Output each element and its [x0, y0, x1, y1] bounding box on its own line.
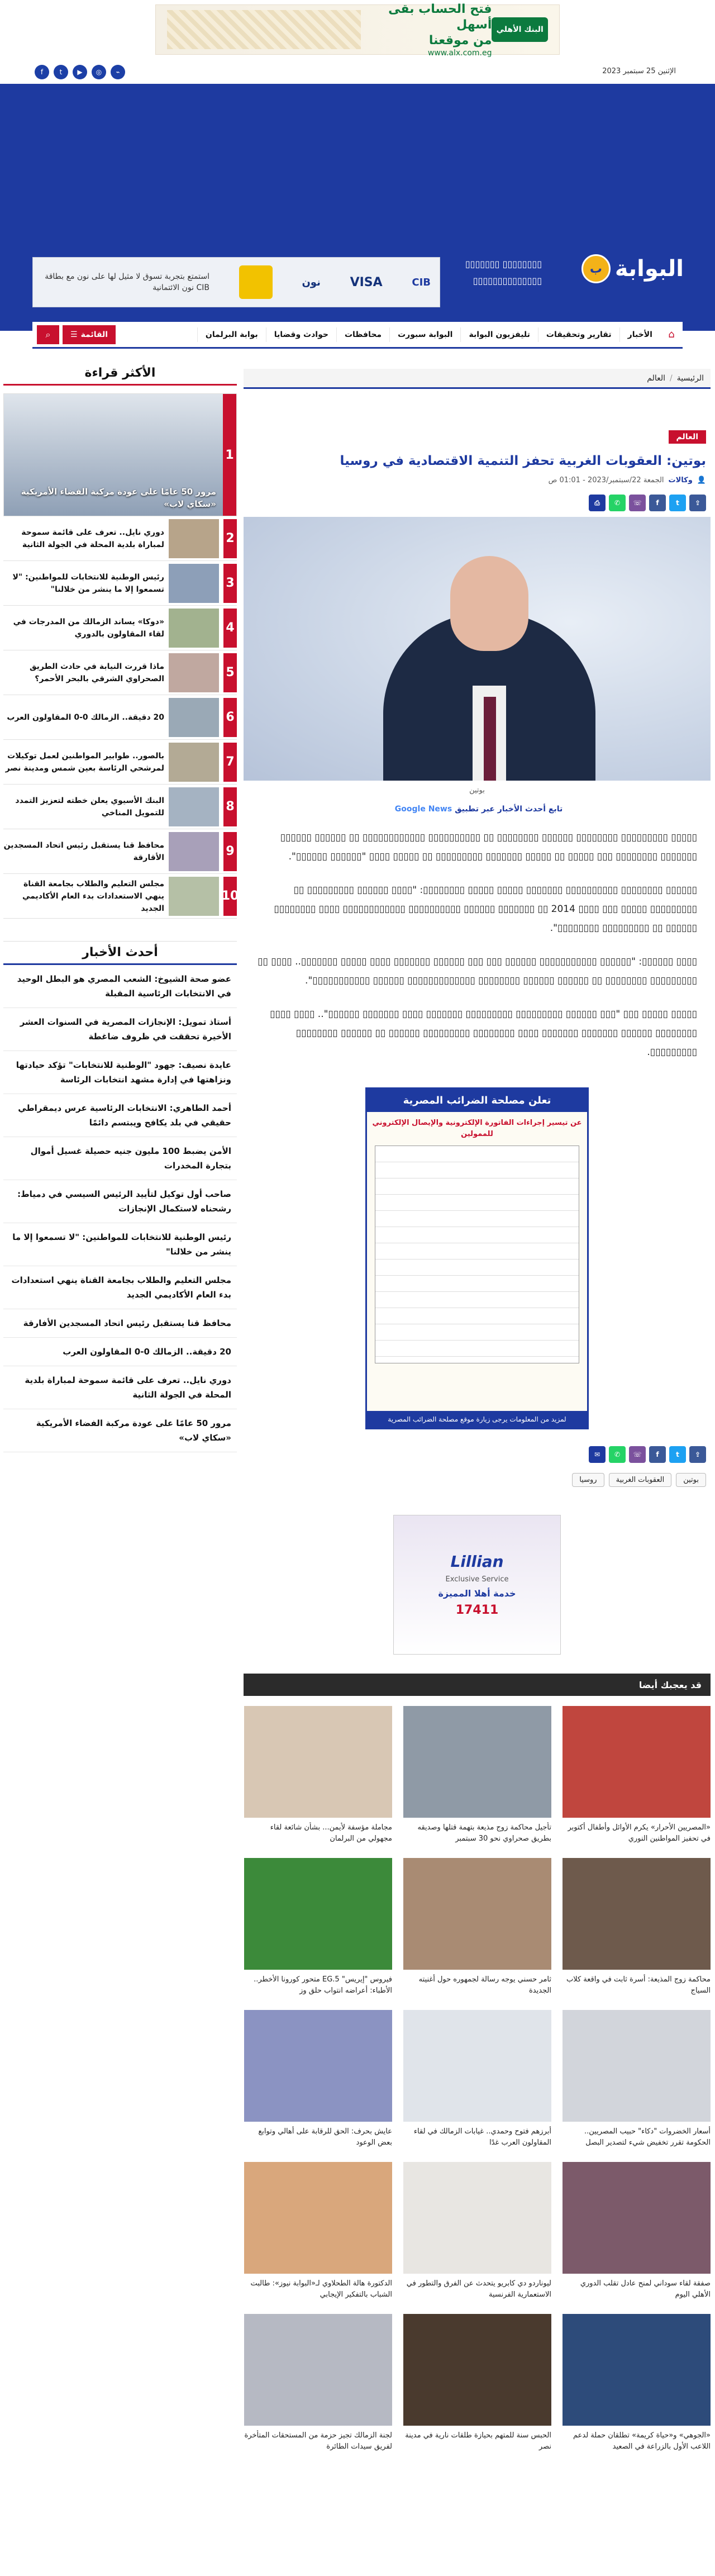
rank-number: 7 [223, 743, 237, 782]
nav-item-tv[interactable]: تليفزيون البوابة [460, 327, 537, 342]
google-news-logo: Google News [394, 805, 452, 814]
most-read-title: بالصور.. طوابير المواطنين لعمل توكيلات لمرشحي الرئاسة بعين شمس ومدينة نصر [5, 751, 164, 773]
most-read-thumbnail [169, 609, 219, 648]
most-read-thumbnail [169, 519, 219, 558]
article-meta [244, 476, 706, 484]
latest-news-item[interactable]: مرور 50 عامًا على عودة مركبة الفضاء الأمريكية «سكاي لاب» [3, 1409, 237, 1452]
latest-news-item[interactable]: عايدة نصيف: جهود "الوطنية للانتخابات" تؤكد حيادتها ونزاهتها في إدارة مشهد انتخابات الرئاسة [3, 1051, 237, 1094]
related-title: صفقة لقاء سوداني لمنح عادل تقلب الدوري الأهلي اليوم [580, 2279, 711, 2299]
hamburger-icon: ☰ [70, 330, 78, 339]
nav-item-sport[interactable]: البوابة سبورت [389, 327, 460, 342]
most-read-title: «دوكا» يساند الزمالك من المدرجات في لقاء المقاولون بالدوري [13, 617, 164, 639]
latest-news-item[interactable]: رئيس الوطنية للانتخابات للمواطنين: "لا تسمعوا إلا ما ينشر من خلالنا" [3, 1223, 237, 1266]
breadcrumb [244, 369, 711, 389]
related-image [563, 2010, 711, 2122]
related-card[interactable] [403, 2314, 551, 2453]
related-card[interactable] [563, 1858, 711, 1997]
search-icon: ⌕ [45, 329, 51, 340]
whatsapp-share-icon[interactable]: ✆ [609, 1446, 626, 1463]
nav-item-news[interactable]: الأخبار [619, 327, 660, 342]
most-read-item[interactable] [3, 516, 237, 561]
breadcrumb-separator: / [670, 373, 673, 383]
instagram-icon[interactable]: ◎ [92, 65, 106, 79]
ad-subheadline: من موقعنا [428, 34, 492, 47]
header-info [465, 256, 542, 289]
related-image [244, 1706, 392, 1818]
related-title: أبرزهم فتوح وحمدي.. غيابات الزمالك في لقاء المقاولون العرب غدًا [413, 2127, 551, 2147]
sidebar [3, 362, 237, 1452]
most-read-item[interactable] [3, 740, 237, 785]
most-read-item[interactable] [3, 829, 237, 874]
share-icon[interactable]: ⇪ [689, 495, 706, 511]
related-image [403, 2314, 551, 2426]
breadcrumb-home[interactable]: الرئيسية [676, 373, 704, 383]
hero-figure-tie [484, 697, 496, 781]
ad-bank-logo: البنك الأهلي [492, 17, 548, 42]
article-paragraph: ▯▯▯▯▯ ▯▯▯▯▯▯▯▯▯ ▯▯▯▯▯▯▯▯ ▯▯▯▯▯▯ ▯▯▯▯▯▯▯▯ ▯▯ ▯▯▯▯▯▯▯▯▯▯ ▯▯▯▯▯▯▯▯▯▯▯▯ ▯▯ ▯▯▯▯▯▯ ▯▯▯▯▯▯ ▯▯▯▯▯▯▯ ▯▯▯▯▯▯▯▯ ▯▯▯ ▯▯▯▯▯ ▯▯ ▯▯▯▯▯ ▯▯▯▯▯▯▯ ▯▯▯▯▯▯▯▯▯ ▯▯ ▯▯▯▯▯ ▯▯▯▯ "▯▯▯▯▯▯ ▯▯▯▯▯▯". [280, 832, 697, 862]
twitter-share-icon[interactable]: t [669, 1446, 686, 1463]
most-read-featured[interactable] [3, 393, 237, 516]
top-banner-ad[interactable] [155, 2, 560, 58]
twitter-icon[interactable]: t [54, 65, 68, 79]
viber-share-icon[interactable]: ☏ [629, 495, 646, 511]
latest-news-list [3, 965, 237, 1452]
article-paragraph: ▯▯▯▯ ▯▯▯▯▯▯: "▯▯▯▯▯▯ ▯▯▯▯▯▯▯▯▯▯▯ ▯▯▯▯▯▯ ▯▯▯ ▯▯▯ ▯▯▯▯▯▯ ▯▯▯▯▯▯▯ ▯▯▯▯ ▯▯▯▯▯ ▯▯▯▯▯▯▯.. ▯▯▯▯ ▯▯ ▯▯▯▯▯▯▯▯▯ ▯▯▯▯▯▯▯▯ ▯▯ ▯▯▯▯▯▯ ▯▯▯▯▯▯ ▯▯▯▯▯▯▯▯ ▯▯▯▯▯▯▯▯▯▯▯▯▯ ▯▯▯▯▯▯ ▯▯▯▯▯▯▯▯▯▯▯". [258, 956, 697, 986]
ad-noon-logo: نون [302, 276, 321, 288]
latest-news-heading: أحدث الأخبار [3, 942, 237, 965]
logo-text: البوابة [614, 256, 684, 282]
most-read-title: دوري نايل.. تعرف على قائمة سموحة لمباراة بلدية المحلة في الجولة الثانية [21, 527, 164, 549]
rank-number: 3 [223, 564, 237, 603]
twitter-share-icon[interactable]: t [669, 495, 686, 511]
tax-ad-table [375, 1146, 579, 1363]
tax-ad-subtitle: عن تيسير إجراءات الفاتورة الإلكترونية والإيصال الإلكتروني للممولين [372, 1119, 582, 1138]
latest-news-item[interactable]: محافظ قنا يستقبل رئيس اتحاد المسجدين الأفارقة [3, 1309, 237, 1338]
article-hero-image [244, 517, 711, 781]
mid-ad-service: خدمة أهلا المميزة [438, 1588, 516, 1599]
related-card[interactable] [563, 2314, 711, 2453]
facebook-share-icon[interactable]: f [649, 1446, 666, 1463]
related-card[interactable] [244, 2010, 392, 2149]
latest-news-item[interactable]: دوري نايل.. تعرف على قائمة سموحة لمباراة بلدية المحلة في الجولة الثانية [3, 1366, 237, 1409]
tag[interactable]: بوتين [676, 1473, 706, 1487]
rss-icon[interactable]: ⌁ [111, 65, 125, 79]
site-logo[interactable] [581, 254, 684, 283]
related-image [563, 2314, 711, 2426]
share-bar-bottom [244, 1446, 706, 1463]
viber-share-icon[interactable]: ☏ [629, 1446, 646, 1463]
latest-news [3, 941, 237, 1452]
article-source[interactable]: وكالات [668, 476, 693, 484]
most-read-item[interactable] [3, 695, 237, 740]
related-title: «المصريين الأحرار» يكرم الأوائل وأطفال أكتوبر في تحفيز المواطنين النوري [568, 1823, 711, 1843]
related-grid [244, 1706, 711, 2453]
nav-item-accidents[interactable]: حوادث وقضايا [266, 327, 336, 342]
most-read-title: رئيس الوطنية للانتخابات للمواطنين: "لا تسمعوا إلا ما ينشر من خلالنا" [12, 572, 164, 594]
nav-item-reports[interactable]: تقارير وتحقيقات [538, 327, 619, 342]
related-image [563, 2162, 711, 2274]
image-caption: بوتين [469, 786, 485, 795]
social-links [35, 65, 125, 79]
menu-label: القائمة [80, 330, 108, 339]
most-read-thumbnail [169, 653, 219, 692]
article [244, 369, 711, 2453]
related-title: عايش بحرف: الحق للرقابة على أهالي وتوابع بعض الوعود [258, 2127, 392, 2147]
user-icon: 👤 [697, 476, 706, 484]
rank-number: 9 [223, 832, 237, 871]
article-tags [244, 1473, 706, 1487]
ad-visa-logo: VISA [350, 275, 383, 289]
related-card[interactable] [563, 2010, 711, 2149]
latest-news-item[interactable]: الأمن يضبط 100 مليون جنيه حصيلة غسيل أموال بتجارة المخدرات [3, 1137, 237, 1180]
article-paragraph: ▯▯▯▯▯▯ ▯▯▯▯▯▯▯▯ ▯▯▯▯▯▯▯▯▯▯ ▯▯▯▯▯▯▯ ▯▯▯▯▯ ▯▯▯▯▯ ▯▯▯▯▯▯▯▯: "▯▯▯▯ ▯▯▯▯▯▯ ▯▯▯▯▯▯▯▯▯ ▯▯ ▯▯▯▯▯▯▯▯▯ ▯▯▯▯▯ ▯▯▯ ▯▯▯▯ 2014 ▯▯ ▯▯▯▯▯▯▯ ▯▯▯▯▯▯ ▯▯▯▯▯▯▯▯▯▯ ▯▯▯▯▯▯▯▯▯▯▯▯ ▯▯▯▯ ▯▯▯▯▯▯▯▯ ▯▯▯▯▯▯ ▯▯ ▯▯▯▯▯▯▯▯▯ ▯▯▯▯▯▯▯▯". [274, 885, 697, 934]
most-read-item[interactable] [3, 561, 237, 606]
most-read-thumbnail [169, 877, 219, 916]
latest-news-item[interactable]: عضو صحة الشيوخ: الشعب المصري هو البطل الوحيد في الانتخابات الرئاسية المقبلة [3, 965, 237, 1008]
related-card[interactable] [403, 2010, 551, 2149]
most-read-thumbnail [169, 743, 219, 782]
related-title: تأجيل محاكمة زوج مذيعة بتهمة قتلها وصديقه بطريق صحراوي نحو 30 سبتمبر [417, 1823, 551, 1843]
header-ad-text: استمتع بتجربة تسوق لا مثيل لها على نون مع بطاقة CIB نون الائتمانية [45, 272, 210, 292]
share-icon[interactable]: ⇪ [689, 1446, 706, 1463]
related-heading: قد يعجبك أيضا [244, 1674, 711, 1696]
related-image [563, 1858, 711, 1970]
related-card[interactable] [244, 1858, 392, 1997]
ad-product-image [239, 265, 273, 299]
related-card[interactable] [403, 1858, 551, 1997]
rank-number: 4 [223, 609, 237, 648]
related-title: ثامر حسني يوجه رسالة لجمهوره حول أغنيته الجديدة [418, 1975, 551, 1995]
related-title: مجاملة مؤسفة لأيمن... بشأن شائعة لقاء مجهولي من البرلمان [270, 1823, 392, 1843]
tax-authority-ad[interactable] [365, 1087, 589, 1429]
latest-news-item[interactable]: صاحب أول توكيل لتأييد الرئيس السيسي في دمياط: رشحناه لاستكمال الإنجازات [3, 1180, 237, 1223]
related-title: الدكتورة هالة الطحلاوي لـ«البوابة نيوز»: طالبت الشباب بالتفكير الإيجابي [250, 2279, 392, 2299]
most-read-title: محافظ قنا يستقبل رئيس اتحاد المسجدين الأقارقة [3, 840, 164, 862]
share-bar-top [244, 495, 706, 511]
related-image [403, 2162, 551, 2274]
mid-ad-brand: Lillian [450, 1552, 504, 1571]
hero-figure-head [450, 556, 528, 651]
google-news-follow[interactable] [244, 805, 711, 814]
related-card[interactable] [403, 1706, 551, 1845]
most-read-title: البنك الأسيوي يعلن خطته لتعزيز التمدد للتمويل المناخي [15, 796, 164, 818]
rank-number: 8 [223, 787, 237, 826]
related-card[interactable] [563, 2162, 711, 2301]
ad-url: www.alx.com.eg [427, 49, 492, 58]
ad-decoration [167, 10, 361, 49]
logo-emblem-icon: ب [581, 254, 611, 283]
category-badge[interactable]: العالم [669, 430, 706, 444]
print-icon[interactable]: ⎙ [589, 495, 606, 511]
header-info-line2: ▯▯▯▯▯▯▯▯▯▯▯▯▯▯ [473, 275, 542, 286]
breadcrumb-section[interactable]: العالم [647, 373, 666, 383]
article-headline: بوتين: العقوبات الغربية تحفز التنمية الاقتصادية في روسيا [340, 454, 706, 468]
related-card[interactable] [244, 2314, 392, 2453]
header-info-line1: ▯▯▯▯▯▯▯▯ ▯▯▯▯▯▯▯ [465, 259, 542, 269]
rank-number: 10 [223, 877, 237, 916]
related-title: أسعار الخضروات "دكاء" حبيب المصريين.. الحكومة تقرر تخفيض شيء لتصدير البصل [584, 2127, 711, 2147]
related-image [563, 1706, 711, 1818]
rank-number: 1 [223, 394, 236, 516]
google-news-label: تابع أحدث الأخبار عبر تطبيق [455, 805, 563, 814]
tag[interactable]: العقوبات الغربية [609, 1473, 672, 1487]
most-read-thumbnail [169, 787, 219, 826]
most-read-thumbnail [169, 698, 219, 737]
related-title: ليوناردو دي كابريو يتحدث عن الفرق والتطور في الاستعمارية الفرنسية [406, 2279, 551, 2299]
header-ad-banner[interactable] [32, 257, 440, 307]
latest-news-item[interactable]: 20 دقيقة.. الزمالك 0-0 المقاولون العرب [3, 1338, 237, 1366]
tag[interactable]: روسيا [572, 1473, 604, 1487]
most-read-title: 20 دقيقة.. الزمالك 0-0 المقاولون العرب [7, 712, 164, 722]
facebook-icon[interactable]: f [35, 65, 49, 79]
related-image [403, 2010, 551, 2122]
most-read-heading: الأكثر قراءة [3, 362, 237, 386]
rank-number: 6 [223, 698, 237, 737]
home-icon[interactable]: ⌂ [668, 329, 675, 340]
most-read-list [3, 393, 237, 919]
most-read-item[interactable] [3, 606, 237, 650]
article-datetime: الجمعة 22/سبتمبر/2023 - 01:01 ص [548, 476, 664, 484]
related-title: الحبس سنة للمتهم بحيازة طلقات نارية في مدينة نصر [405, 2431, 551, 2451]
related-image [403, 1858, 551, 1970]
related-image [244, 2162, 392, 2274]
rank-number: 2 [223, 519, 237, 558]
most-read-thumbnail [169, 832, 219, 871]
mid-ad-phone: 17411 [455, 1603, 499, 1617]
related-card[interactable] [244, 2162, 392, 2301]
tax-ad-title: تعلن مصلحة الضرائب المصرية [367, 1089, 587, 1112]
related-card[interactable] [244, 1706, 392, 1845]
latest-news-item[interactable]: أستاذ تمويل: الإنجازات المصرية في السنوات العشر الأخيرة تحققت في ظروف ضاغطة [3, 1008, 237, 1051]
search-button[interactable] [37, 325, 59, 344]
mid-ad-sub: Exclusive Service [445, 1575, 509, 1584]
whatsapp-share-icon[interactable]: ✆ [609, 495, 626, 511]
related-title: لجنة الزمالك تجيز حزمة من المستحقات المتأخرة لفريق سيدات الطائرة [244, 2431, 392, 2451]
menu-button[interactable] [63, 325, 116, 344]
mid-article-ad[interactable] [393, 1515, 561, 1655]
ad-cib-logo: CIB [412, 276, 431, 288]
most-read-title: مجلس التعليم والطلاب بجامعة القناة ينهي الاستعدادات بدء العام الأكاديمي الجديد [22, 879, 164, 913]
nav-item-parliament[interactable]: بوابة البرلمان [197, 327, 266, 342]
related-title: فيروس "إيريس" EG.5 متحور كورونا الأخطر.. الأطباء: أعراضه انتواب حلق وز [254, 1975, 392, 1995]
most-read-title: ماذا قررت النيابة في حادث الطريق الصحراوي الشرقي بالبحر الأحمر؟ [30, 662, 164, 683]
main-nav [32, 322, 683, 349]
related-image [244, 2314, 392, 2426]
related-card[interactable] [563, 1706, 711, 1845]
ad-headline: فتح الحساب بقى أسهل [388, 2, 492, 32]
related-title: «الجوهي» و«حياة كريمة» تطلقان حملة لدعم اللاعب الأول بالزراعة في الصعيد [573, 2431, 711, 2451]
related-image [244, 1858, 392, 1970]
related-card[interactable] [403, 2162, 551, 2301]
related-image [403, 1706, 551, 1818]
most-read-title: مرور 50 عامًا على عودة مركبة الفضاء الأمريكية «سكاي لاب» [21, 487, 216, 509]
related-title: محاكمة زوج المذيعة: أسرة ثابت في واقعة كلاب السياج [566, 1975, 711, 1995]
most-read-thumbnail [169, 564, 219, 603]
most-read-item[interactable] [3, 874, 237, 919]
latest-news-item[interactable]: مجلس التعليم والطلاب بجامعة القناة ينهي استعدادات بدء العام الأكاديمي الجديد [3, 1266, 237, 1309]
most-read-item[interactable] [3, 785, 237, 829]
tax-ad-footer: لمزيد من المعلومات يرجى زيارة موقع مصلحة الضرائب المصرية [367, 1411, 587, 1428]
email-icon[interactable]: ✉ [589, 1446, 606, 1463]
article-paragraph: ▯▯▯▯▯ ▯▯▯▯▯ ▯▯▯ "▯▯▯ ▯▯▯▯▯▯ ▯▯▯▯▯▯▯▯▯ ▯▯▯▯▯▯▯▯▯ ▯▯▯▯▯▯▯ ▯▯▯▯ ▯▯▯▯▯▯▯ ▯▯▯▯▯▯".. ▯▯▯▯ ▯▯▯▯ ▯▯▯▯▯▯▯▯ ▯▯▯▯▯▯ ▯▯▯▯▯▯▯ ▯▯▯▯▯▯▯ ▯▯▯▯ ▯▯▯▯▯▯▯▯ ▯▯▯▯▯▯▯▯▯ ▯▯▯▯▯▯ ▯▯ ▯▯▯▯▯▯ ▯▯▯▯▯▯▯▯ ▯▯▯▯▯▯▯▯▯. [270, 1009, 697, 1058]
most-read-item[interactable] [3, 650, 237, 695]
facebook-share-icon[interactable]: f [649, 495, 666, 511]
related-image [244, 2010, 392, 2122]
current-date: الإثنين 25 سبتمبر 2023 [602, 67, 676, 75]
rank-number: 5 [223, 653, 237, 692]
nav-item-governorates[interactable]: محافظات [336, 327, 389, 342]
youtube-icon[interactable]: ▶ [73, 65, 87, 79]
latest-news-item[interactable]: أحمد الطاهري: الانتخابات الرئاسية عرس ديمقراطي حقيقي في بلد يكافح ويبتسم دائمًا [3, 1094, 237, 1137]
